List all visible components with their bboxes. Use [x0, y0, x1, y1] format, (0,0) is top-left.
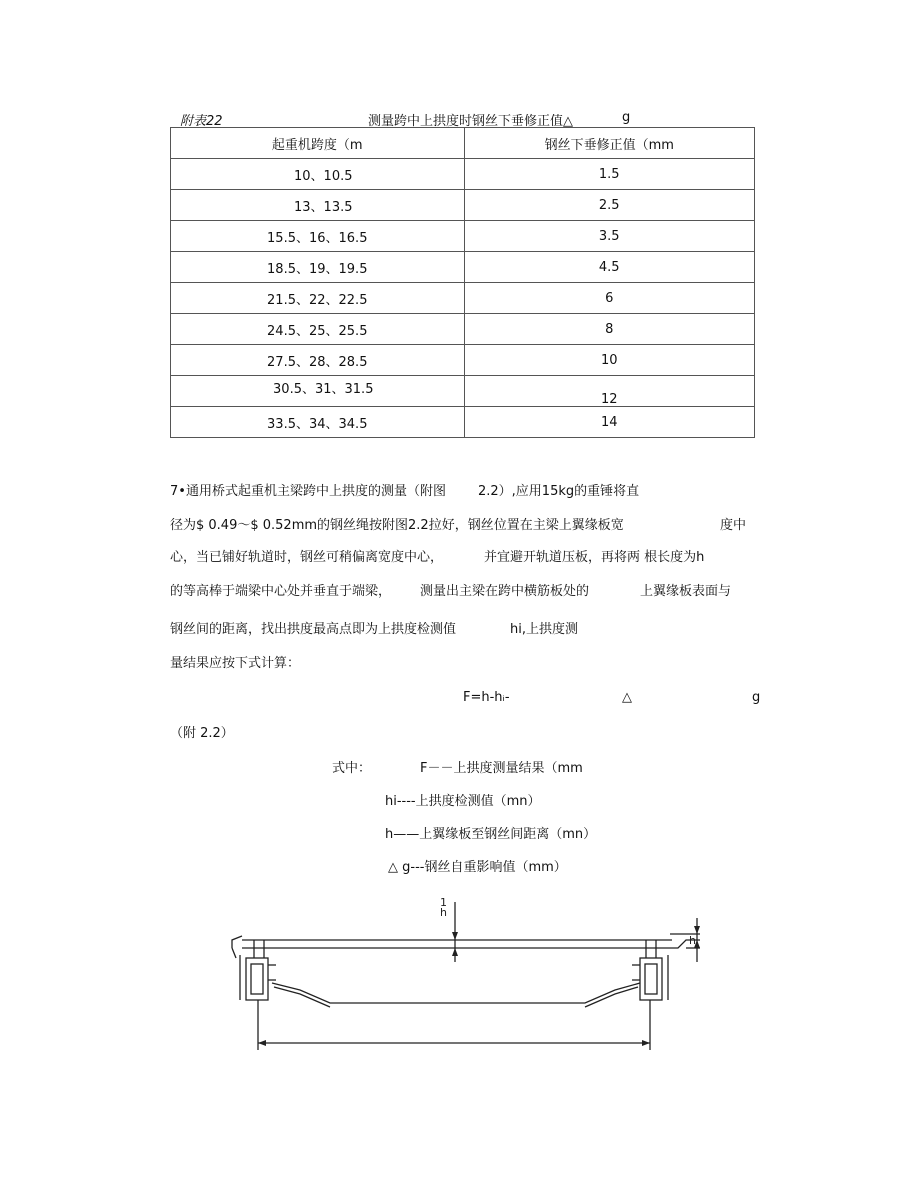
body-line-2a: 径为$ 0.49～$ 0.52mm的钢丝绳按附图2.2拉好，钢丝位置在主梁上翼缘板宽: [170, 518, 624, 533]
formula-expression: F=h-hᵢ-: [463, 690, 510, 705]
formula-delta: △: [622, 690, 632, 705]
legend-item: h——上翼缘板至钢丝间距离（mn）: [385, 827, 597, 842]
table-caption-number: 附表22: [180, 114, 223, 129]
left-end-stub: [232, 936, 242, 948]
table-caption-unit: g: [622, 110, 631, 125]
figure-label-h-right: h: [689, 934, 696, 947]
span-cell: 21.5、22、22.5: [267, 292, 368, 308]
body-line-1b: 2.2）,应用15kg的重锤将直: [478, 484, 640, 499]
correction-cell: 6: [605, 290, 614, 306]
column-header-span: 起重机跨度（m: [171, 128, 465, 159]
legend-label: 式中：: [332, 761, 372, 776]
body-line-4b: 测量出主梁在跨中横筋板处的: [420, 584, 590, 599]
correction-cell: 4.5: [598, 259, 620, 275]
span-cell: 13、13.5: [294, 199, 353, 215]
girder-bottom-chord: [272, 983, 640, 1003]
correction-cell: 3.5: [598, 228, 620, 244]
body-line-2b: 度中: [720, 518, 747, 533]
span-cell: 30.5、31、31.5: [273, 381, 374, 397]
table-caption-title: 测量跨中上拱度时钢丝下垂修正值△: [368, 114, 573, 129]
span-cell: 10、10.5: [294, 168, 353, 184]
span-cell: 27.5、28、28.5: [267, 354, 368, 370]
figure-label-h-top: h: [440, 906, 447, 919]
correction-cell: 2.5: [598, 197, 620, 213]
body-line-3a: 心，当已铺好轨道时，钢丝可稍偏离宽度中心，: [170, 550, 444, 565]
body-line-5a: 钢丝间的距离，找出拱度最高点即为上拱度检测值: [170, 622, 457, 637]
column-header-correction: 钢丝下垂修正值（mm: [464, 128, 755, 159]
span-cell: 33.5、34、34.5: [267, 416, 368, 432]
correction-cell: 10: [600, 352, 618, 368]
correction-cell: 14: [600, 414, 618, 430]
body-line-4c: 上翼缘板表面与: [640, 584, 732, 599]
span-cell: 15.5、16、16.5: [267, 230, 368, 246]
legend-item: △ g---钢丝自重影响值（mm）: [388, 860, 567, 875]
body-line-3b: 并宜避开轨道压板，再将两 根长度为h: [484, 550, 705, 565]
legend-item: hi----上拱度检测值（mn）: [385, 794, 541, 809]
span-cell: 18.5、19、19.5: [267, 261, 368, 277]
figure-label-1: 1: [440, 896, 447, 909]
body-line-1a: 7•通用桥式起重机主梁跨中上拱度的测量（附图: [170, 484, 446, 499]
correction-cell: 8: [605, 321, 614, 337]
body-line-4a: 的等高棒于端梁中心处并垂直于端梁，: [170, 584, 392, 599]
correction-cell: 1.5: [598, 166, 620, 182]
formula-g: g: [752, 690, 761, 705]
span-cell: 24.5、25、25.5: [267, 323, 368, 339]
formula-reference: （附 2.2）: [170, 726, 234, 741]
body-line-6: 量结果应按下式计算：: [170, 656, 301, 671]
correction-cell: 12: [600, 391, 618, 407]
legend-item: F－－上拱度测量结果（mm: [420, 761, 583, 776]
body-line-5b: hi,上拱度测: [510, 622, 578, 637]
